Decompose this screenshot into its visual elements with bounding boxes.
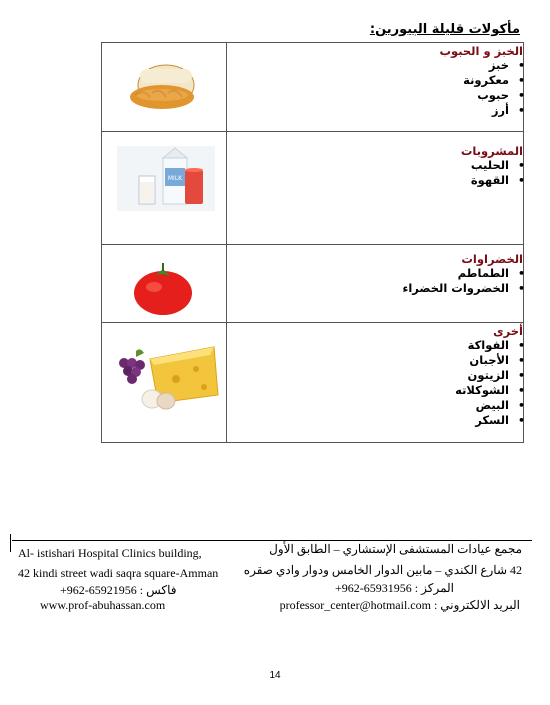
image-cell [102,43,227,132]
category-cell-drinks [227,132,524,245]
footer-email[interactable]: البريد الالكتروني : professor_center@hotmail.com [279,598,520,612]
category-title: الخضراوات [461,252,523,266]
image-cell [102,323,227,443]
svg-text:MILK: MILK [167,175,183,182]
table-row [102,43,524,132]
page-title: مأكولات قليلة البيورين: [369,22,520,37]
list-item: • حبوب [227,88,509,103]
footer-address-ar: مجمع عيادات المستشفى الإستشاري – الطابق الأول [269,542,522,556]
page-number: 14 [269,670,281,681]
margin-mark [10,534,11,552]
footer-phone: المركز : 65931956-962+ [335,581,454,595]
list-item: • الطماطم [227,266,509,281]
food-table [101,42,524,443]
bread-icon [128,61,198,111]
list-item: • البيض [227,398,509,413]
footer-divider [12,540,532,541]
list-item: • الشوكلاته [227,383,509,398]
category-title: المشروبات [460,144,523,158]
milk-juice-icon [117,146,215,211]
category-title: أخرى [493,324,523,338]
list-item: • الخضروات الخضراء [227,281,509,296]
category-cell-others [227,323,524,443]
list-item: • القهوة [227,173,509,188]
category-title: الخبز و الحبوب [439,44,523,58]
footer-address-en: Al- istishari Hospital Clinics building, [18,546,202,560]
list-item: • معكرونة [227,73,509,88]
image-cell [102,132,227,245]
table-row [102,245,524,323]
category-cell-vegetables [227,245,524,323]
list-item: • الزيتون [227,368,509,383]
image-cell [102,245,227,323]
list-item: • الأجبان [227,353,509,368]
table-row [102,323,524,443]
list-item: • الحليب [227,158,509,173]
footer-street-en: 42 kindi street wadi saqra square-Amman [18,566,219,580]
footer-fax: فاكس : 65921956-962+ [60,583,177,597]
footer-street-ar: 42 شارع الكندي – مابين الدوار الخامس ودوار وادي صقره [243,563,522,577]
table-row [102,132,524,245]
list-item: • أرز [227,103,509,118]
tomato-icon [132,259,194,317]
grapes-cheese-eggs-icon [114,343,222,415]
footer-website[interactable]: www.prof-abuhassan.com [40,598,166,612]
category-cell-bread [227,43,524,132]
list-item: • الفواكة [227,338,509,353]
list-item: • السكر [227,413,509,428]
list-item: • خبز [227,58,509,73]
